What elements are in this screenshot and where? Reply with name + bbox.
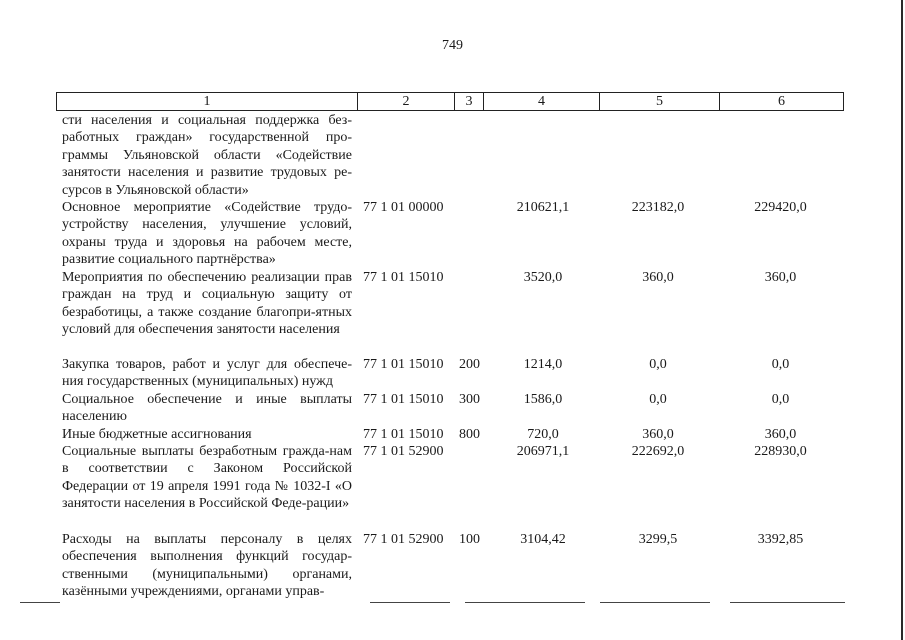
row-value-2: 360,0 <box>642 270 674 285</box>
row-value-3: 360,0 <box>764 427 797 442</box>
header-col-5: 5 <box>599 93 719 110</box>
header-col-3: 3 <box>454 93 483 110</box>
row-value-1: 3104,42 <box>520 532 566 547</box>
row-code: 77 1 01 15010 <box>363 427 444 442</box>
table-header-row <box>56 92 844 111</box>
row-value-3: 0,0 <box>771 392 790 407</box>
scan-artifact-line <box>20 602 60 603</box>
scan-edge-line <box>901 0 903 640</box>
row-value-1: 1214,0 <box>523 357 563 372</box>
row-value-1: 720,0 <box>527 427 559 442</box>
row-code: 77 1 01 52900 <box>363 532 444 547</box>
row-value-1: 3520,0 <box>523 270 563 285</box>
row-name: Основное мероприятие «Содействие трудо-устройству населения, улучшение условий, охраны труда и здоровья на рабочем месте, развитие социального партнёрства» <box>62 200 352 268</box>
row-name: Социальные выплаты безработным гражда-нам в соответствии с Законом Российской Федерации от 19 апреля 1991 года № 1032-I «О занятости населения в Российской Феде-рации» <box>62 444 352 512</box>
row-value-1: 206971,1 <box>516 444 570 459</box>
row-value-2: 0,0 <box>649 392 667 407</box>
scan-artifact-line <box>600 602 710 603</box>
row-value-2: 222692,0 <box>631 444 685 459</box>
row-type: 100 <box>459 532 480 547</box>
row-name: Мероприятия по обеспечению реализации прав граждан на труд и социальную защиту от безработицы, а также создание благопри-ятных условий для обеспечения занятости населения <box>62 270 352 338</box>
row-value-3: 360,0 <box>764 270 797 285</box>
row-name: Иные бюджетные ассигнования <box>62 427 252 442</box>
header-col-2: 2 <box>357 93 454 110</box>
row-code: 77 1 01 15010 <box>363 392 444 407</box>
row-value-3: 3392,85 <box>757 532 804 547</box>
header-col-6: 6 <box>719 93 843 110</box>
page-number: 749 <box>442 38 463 53</box>
header-col-4: 4 <box>483 93 599 110</box>
row-value-1: 1586,0 <box>523 392 563 407</box>
row-name: Расходы на выплаты персоналу в целях обеспечения выполнения функций государ-ственными (муниципальными) органами, казёнными учреждениями, органами управ- <box>62 532 352 600</box>
row-value-2: 223182,0 <box>631 200 685 215</box>
scan-artifact-line <box>370 602 450 603</box>
row-code: 77 1 01 15010 <box>363 357 444 372</box>
header-col-1: 1 <box>203 94 211 109</box>
row-type: 800 <box>459 427 480 442</box>
row-code: 77 1 01 15010 <box>363 270 444 285</box>
row-type: 200 <box>459 357 480 372</box>
row-value-3: 229420,0 <box>754 200 807 215</box>
row-code: 77 1 01 52900 <box>363 444 444 459</box>
row-value-2: 3299,5 <box>638 532 678 547</box>
row-code: 77 1 01 00000 <box>363 200 444 215</box>
row-name: Закупка товаров, работ и услуг для обеспече-ния государственных (муниципальных) нужд <box>62 357 352 390</box>
scan-artifact-line <box>465 602 585 603</box>
row-value-1: 210621,1 <box>516 200 570 215</box>
row-name: сти населения и социальная поддержка без-работных граждан» государственной про-граммы Ульяновской области «Содействие занятости населения и развитие трудовых ре-сурсов в Ульяновской области» <box>62 113 352 198</box>
row-value-3: 0,0 <box>771 357 790 372</box>
row-type: 300 <box>459 392 480 407</box>
row-value-2: 0,0 <box>649 357 667 372</box>
row-name: Социальное обеспечение и иные выплаты населению <box>62 392 352 425</box>
row-value-3: 228930,0 <box>754 444 807 459</box>
scan-artifact-line <box>730 602 845 603</box>
row-value-2: 360,0 <box>642 427 674 442</box>
